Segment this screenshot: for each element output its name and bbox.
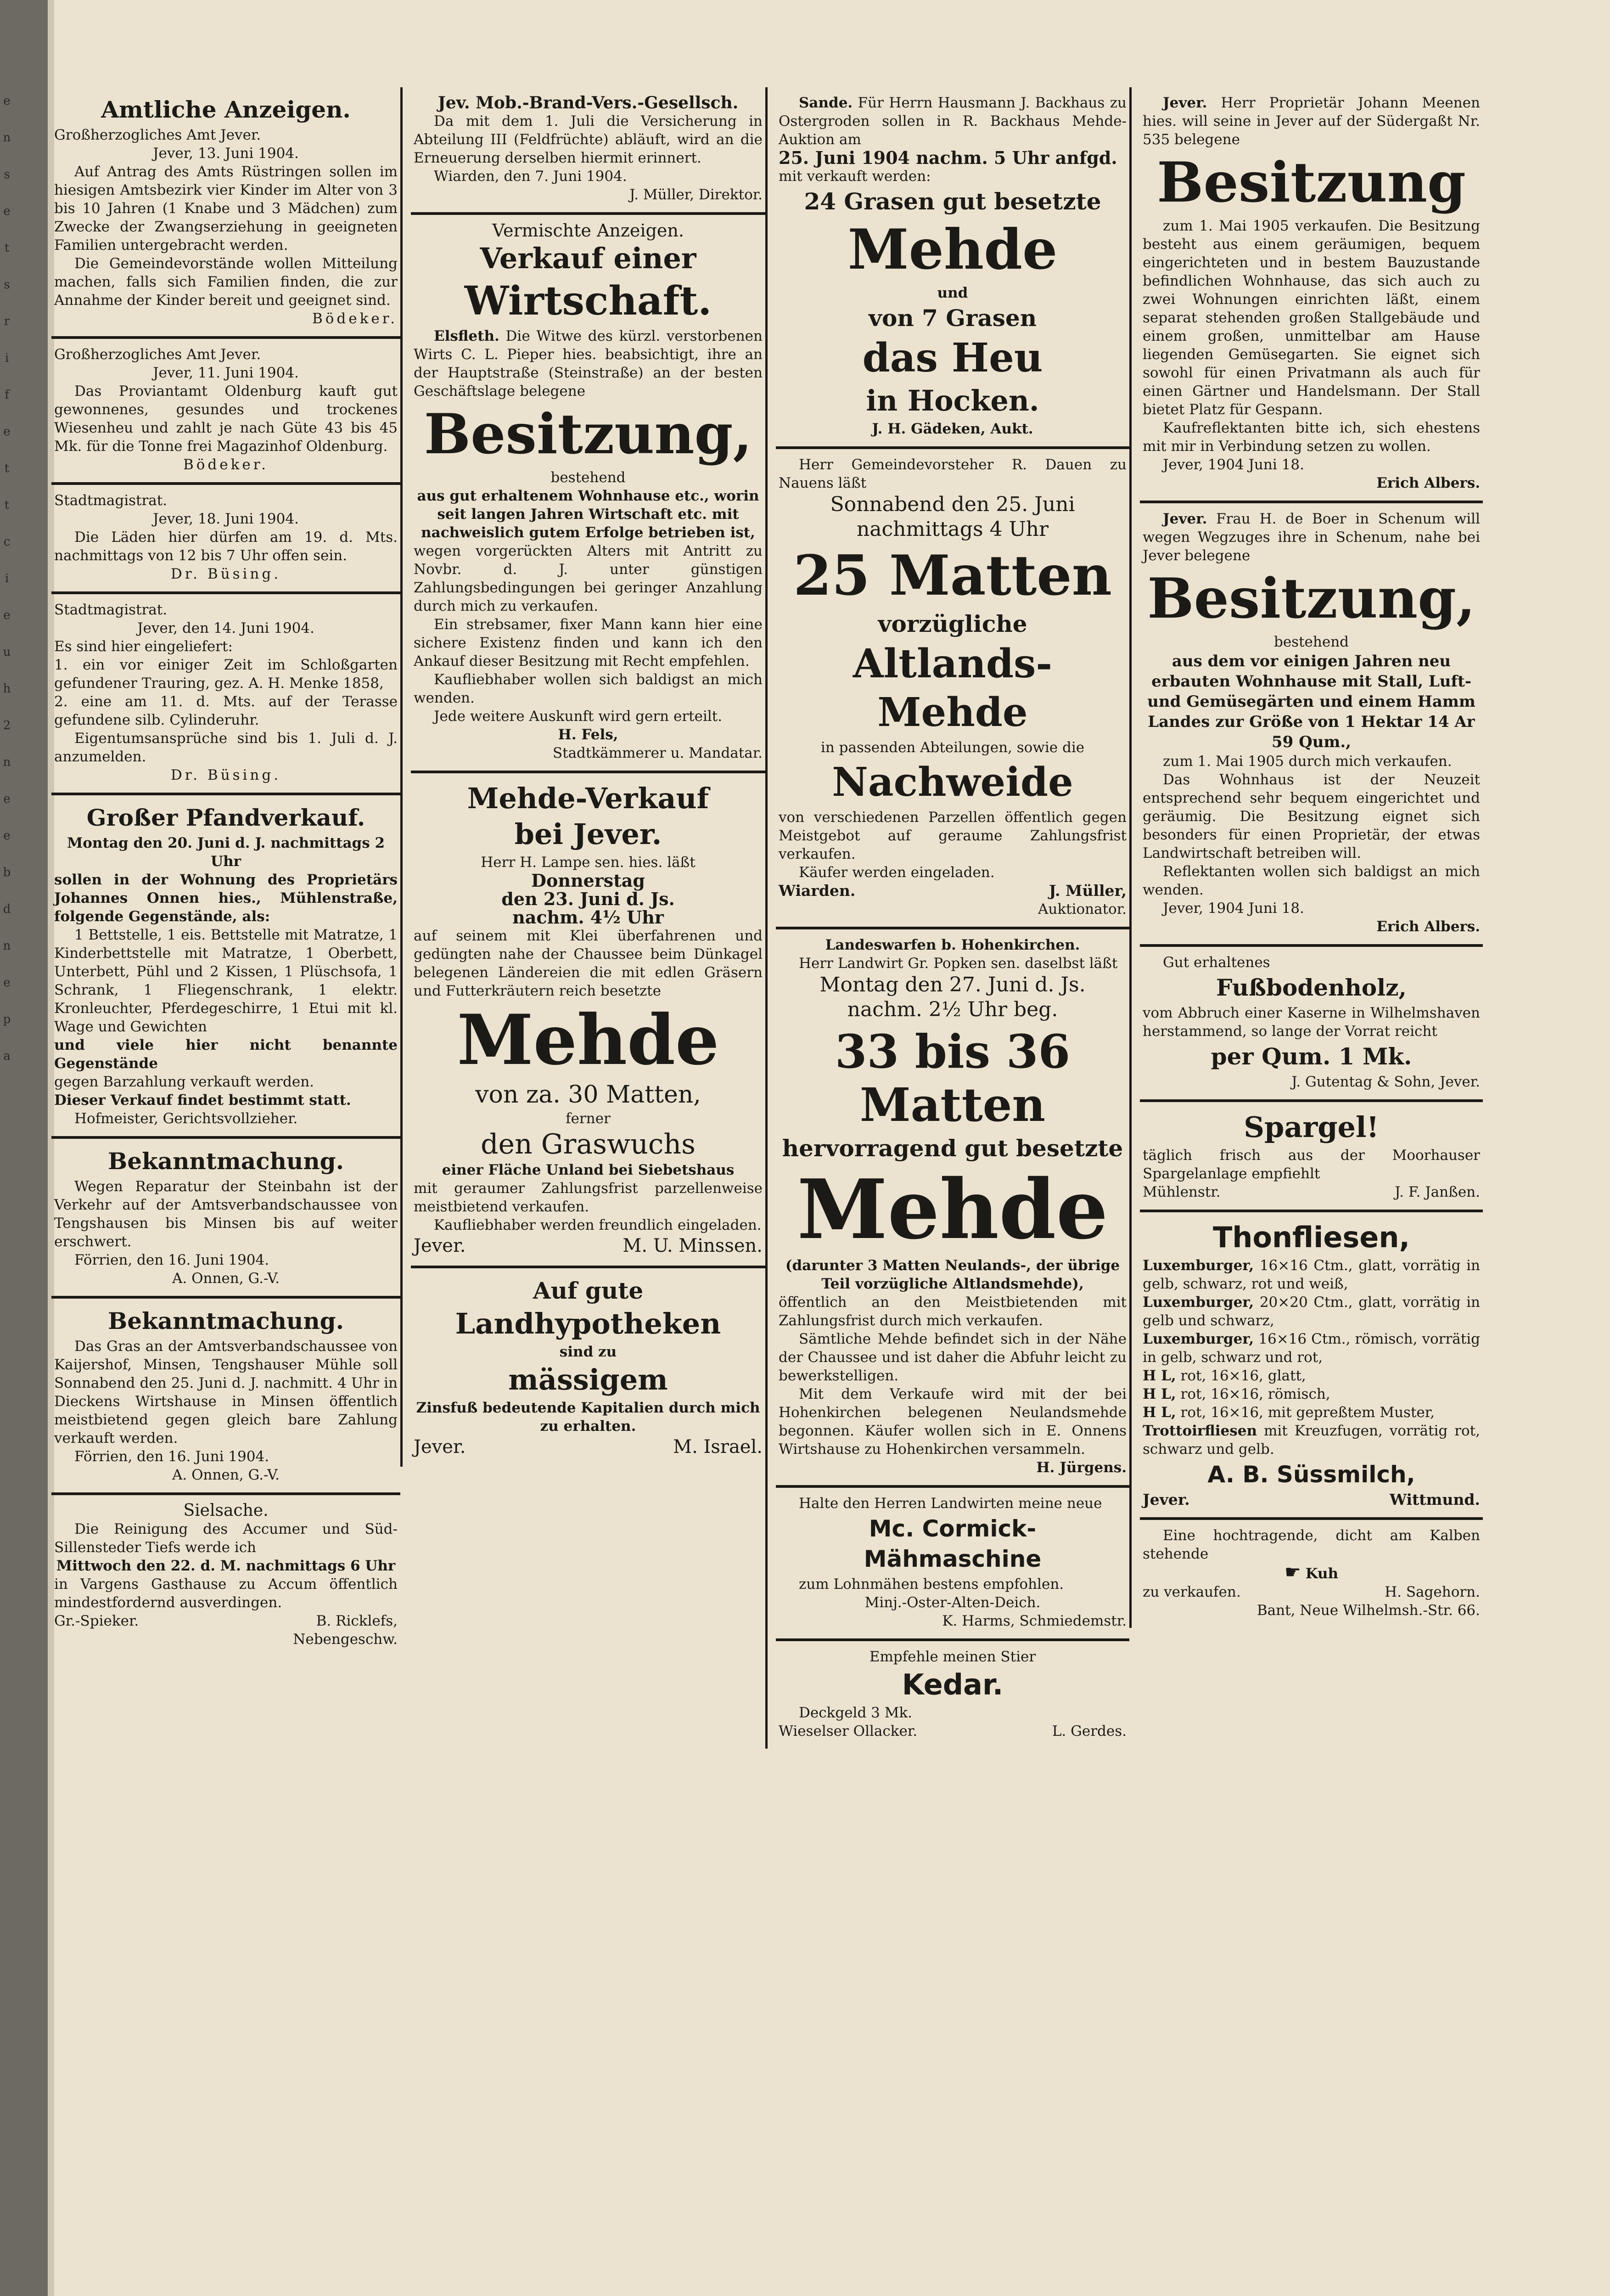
margin-letter: b: [3, 866, 11, 879]
margin-letter: e: [3, 94, 11, 108]
pointing-hand-icon: ☛: [1284, 1562, 1301, 1583]
margin-letter: d: [3, 902, 11, 916]
ad-heading: Bekanntmachung.: [107, 1307, 344, 1334]
column-1: [51, 87, 400, 1657]
margin-letter: n: [3, 131, 11, 145]
margin-letter: s: [4, 278, 10, 292]
margin-letter: t: [4, 461, 10, 475]
margin-letter: e: [3, 204, 11, 218]
margin-letter: e: [3, 976, 11, 990]
spargel-ad: Spargel! täglich frisch aus der Moorhauser Spargelanlage empfiehlt Mühlenstr. J. F. Janßen.: [1140, 1102, 1483, 1212]
margin-letter: e: [3, 608, 11, 622]
column-3: [765, 87, 1129, 1749]
margin-letter: t: [4, 241, 10, 255]
margin-letter: a: [3, 1049, 11, 1063]
margin-letter: r: [4, 315, 10, 328]
pfandverkauf-ad: Großer Pfandverkauf. Montag den 20. Juni d. J. nachmittags 2 Uhr sollen in der Wohnung des Proprietärs Johannes Onnen hies., Mühlenstraße, folgende Gegenstände, als: 1 Bettstelle, 1 eis. Bettstelle mit Matratze, 1 Kinderbettstelle mit Matratze, 1 Oberbett, Unterbett, Pühl und 2 Kissen, 1 Plüschsofa, 1 Schrank, 1 Fliegenschrank, 1 elektr. Kronleuchter, Pferdegeschirre, 1 Etui mit kl. Wage und Gewichten und viele hier nicht benannte Gegenstände gegen Barzahlung verkauft werden. Dieser Verkauf findet bestimmt statt. Hofmeister, Gerichtsvollzieher.: [51, 795, 400, 1139]
meenen-besitzung-ad: Jever. Herr Proprietär Johann Meenen hies. will seine in Jever auf der Südergaßt Nr. 535 belegene Besitzung zum 1. Mai 1905 verkaufen. Die Besitzung besteht aus einem geräumigen, bequem eingerichteten und in bestem Bauzustande befindlichen Wohnhause, das sich auch zu zwei Wohnungen einrichten läßt, einem separat stehenden großen Stallgebäude und einem großen, unmittelbar am Hause liegenden Gemüsegarten. Sie eignet sich sowohl für einen Privatmann als auch für einen Gärtner und Handelsmann. Der Stall bietet Platz für Gespann. Kaufreflektanten bitte ich, sich ehestens mit mir in Verbindung setzen zu wollen. Jever, 1904 Juni 18. Erich Albers.: [1140, 87, 1483, 503]
sande-mehde-ad: Sande. Für Herrn Hausmann J. Backhaus zu Ostergroden sollen in R. Backhaus Mehde-Auktion am 25. Juni 1904 nachm. 5 Uhr anfgd. mit verkauft werden: 24 Grasen gut besetzte Mehde und von 7 Grasen das Heu in Hocken. J. H. Gädeken, Aukt.: [776, 87, 1129, 449]
sielsache-ad: Sielsache. Die Reinigung des Accumer und Süd-Sillensteder Tiefs werde ich Mittwoch den 22. d. M. nachmittags 6 Uhr in Vargens Gasthause zu Accum öffentlich mindestfordernd ausverdingen. Gr.-Spieker. B. Ricklefs, Nebengeschw.: [54, 1501, 398, 1648]
margin-letter: e: [3, 792, 11, 806]
stier-ad: Empfehle meinen Stier Kedar. Deckgeld 3 Mk. Wieselser Ollacker. L. Gerdes.: [779, 1649, 1127, 1739]
amtliche-anzeigen: Amtliche Anzeigen. Großherzogliches Amt Jever. Jever, 13. Juni 1904. Auf Antrag des Amts Rüstringen sollen im hiesigen Amtsbezirk vier Kinder im Alter von 3 bis 10 Jahren (1 Knabe und 3 Mädchen) zum Zwecke der Zwangserziehung in geeigneten Familien untergebracht werden. Die Gemeindevorstände wollen Mitteilung machen, falls sich Familien finden, die zur Annahme der Kinder bereit und geeignet sind. Bödeker.: [51, 87, 400, 339]
matten-ad: Herr Gemeindevorsteher R. Dauen zu Nauens läßt Sonnabend den 25. Juni nachmittags 4 Uhr 25 Matten vorzügliche Altlands- Mehde in passenden Abteilungen, sowie die Nachweide von verschiedenen Parzellen öffentlich gegen Meistgebot auf geraume Zahlungsfrist verkaufen. Käufer werden eingeladen. Wiarden. J. Müller, Auktionator.: [776, 449, 1129, 929]
brandversicherung-ad: Jev. Mob.-Brand-Vers.-Gesellsch. Da mit dem 1. Juli die Versicherung in Abteilung III (Feldfrüchte) abläuft, wird an die Erneuerung derselben hiermit erinnert. Wiarden, den 7. Juni 1904. J. Müller, Direktor.: [411, 87, 765, 215]
column-4: [1129, 87, 1483, 1628]
thonfliesen-ad: Thonfliesen, Luxemburger, 16×16 Ctm., glatt, vorrätig in gelb, schwarz, rot und weiß, Luxemburger, 20×20 Ctm., glatt, vorrätig in gelb und schwarz, Luxemburger, 16×16 Ctm., römisch, vorrätig in gelb, schwarz und rot, H L, rot, 16×16, glatt, H L, rot, 16×16, römisch, H L, rot, 16×16, mit gepreßtem Muster, Trottoirfliesen mit Kreuzfugen, vorrätig rot, schwarz und gelb. A. B. Süssmilch, Jever. Wittmund.: [1140, 1212, 1483, 1520]
margin-letter: c: [3, 535, 11, 549]
margin-letter: f: [5, 388, 9, 402]
bekanntmachung-gras: Bekanntmachung. Das Gras an der Amtsverbandschaussee von Kaijershof, Minsen, Tengshauser Mühle soll Sonnabend den 25. Juni d. J. nachmitt. 4 Uhr in Dieckens Wirtshause in Minsen öffentlich meistbietend gegen gleich bare Zahlung verkauft werden. Förrien, den 16. Juni 1904. A. Onnen, G.-V.: [51, 1299, 400, 1495]
margin-letter: p: [3, 1013, 11, 1026]
ad-heading: Großer Pfandverkauf.: [86, 804, 365, 831]
margin-letter: h: [3, 682, 11, 696]
margin-letter: 2: [3, 719, 11, 732]
bekanntmachung-steinbahn: Bekanntmachung. Wegen Reparatur der Steinbahn ist der Verkehr auf der Amtsverbandschaussee von Tengshausen bis Minsen bis auf weiter erschwert. Förrien, den 16. Juni 1904. A. Onnen, G.-V.: [51, 1139, 400, 1299]
ad-heading: Bekanntmachung.: [107, 1148, 344, 1175]
section-heading: Amtliche Anzeigen.: [101, 96, 351, 123]
column-2: [400, 87, 765, 1467]
fussbodenholz-ad: Gut erhaltenes Fußbodenholz, vom Abbruch einer Kaserne in Wilhelmshaven herstammend, so lange der Vorrat reicht per Qum. 1 Mk. J. Gutentag & Sohn, Jever.: [1140, 947, 1483, 1102]
cormick-ad: Halte den Herren Landwirten meine neue Mc. Cormick- Mähmaschine zum Lohnmähen bestens empfohlen. Minj.-Oster-Alten-Deich. K. Harms, Schmiedemstr.: [776, 1488, 1129, 1641]
notice-proviantamt: Großherzogliches Amt Jever. Jever, 11. Juni 1904. Das Proviantamt Oldenburg kauft gut gewonnenes, gesundes und trockenes Wiesenheu und zahlt je nach Güte 43 bis 45 Mk. für die Tonne frei Magazinhof Oldenburg. Bödeker.: [51, 339, 400, 485]
margin-letter: i: [5, 572, 9, 585]
margin-letter: t: [4, 498, 10, 512]
margin-letter: e: [3, 425, 11, 439]
margin-letter: s: [4, 168, 10, 181]
margin-letters: [0, 83, 14, 1075]
notice-laeden: Stadtmagistrat. Jever, 18. Juni 1904. Die Läden hier dürfen am 19. d. Mts. nachmittags von 12 bis 7 Uhr offen sein. Dr. Büsing.: [51, 485, 400, 594]
landhypotheken-ad: Auf gute Landhypotheken sind zu mässigem Zinsfuß bedeutende Kapitalien durch mich zu erhalten. Jever. M. Israel.: [414, 1277, 763, 1458]
margin-letter: n: [3, 939, 11, 953]
margin-letter: u: [3, 645, 11, 659]
wirtschaft-ad: Vermischte Anzeigen. Verkauf einer Wirtschaft. Elsfleth. Die Witwe des kürzl. verstorbenen Wirts C. L. Pieper hies. beabsichtigt, ihre an der Hauptstraße (Steinstraße) an der besten Geschäftslage belegene Besitzung, bestehend aus gut erhaltenem Wohnhause etc., worin seit langen Jahren Wirtschaft etc. mit nachweislich gutem Erfolge betrieben ist, wegen vorgerückten Alters mit Antritt zu Novbr. d. J. unter günstigen Zahlungsbedingungen bei geringer Anzahlung durch mich zu verkaufen. Ein strebsamer, fixer Mann kann hier eine sichere Existenz finden und kann ich den Ankauf dieser Besitzung mit Recht empfehlen. Kaufliebhaber wollen sich baldigst an mich wenden. Jede weitere Auskunft wird gern erteilt. H. Fels, Stadtkämmerer u. Mandatar.: [411, 215, 765, 773]
margin-letter: n: [3, 755, 11, 769]
margin-letter: e: [3, 829, 11, 843]
margin-letter: i: [5, 351, 9, 365]
deboer-besitzung-ad: Jever. Frau H. de Boer in Schenum will wegen Wegzuges ihre in Schenum, nahe bei Jever belegene Besitzung, bestehend aus dem vor einigen Jahren neu erbauten Wohnhause mit Stall, Luft- und Gemüsegärten und einem Hamm Landes zur Größe von 1 Hektar 14 Ar 59 Qum., zum 1. Mai 1905 durch mich verkaufen. Das Wohnhaus ist der Neuzeit entsprechend sehr bequem eingerichtet und geräumig. Die Besitzung eignet sich besonders für einen Proprietär, der etwas Landwirtschaft betreiben will. Reflektanten wollen sich baldigst an mich wenden. Jever, 1904 Juni 18. Erich Albers.: [1140, 503, 1483, 947]
notice-fundsachen: Stadtmagistrat. Jever, den 14. Juni 1904. Es sind hier eingeliefert: 1. ein vor einiger Zeit im Schloßgarten gefundener Trauring, gez. A. H. Menke 1858, 2. eine am 11. d. Mts. auf der Terasse gefundene silb. Cylinderuhr. Eigentumsansprüche sind bis 1. Juli d. J. anzumelden. Dr. Büsing.: [51, 594, 400, 795]
mehde-verkauf-ad: Mehde-Verkauf bei Jever. Herr H. Lampe sen. hies. läßt Donnerstag den 23. Juni d. Js. nachm. 4½ Uhr auf seinem mit Klei überfahrenen und gedüngten nahe der Chaussee beim Dünkagel belegenen Ländereien die mit edlen Gräsern und Futterkräutern reich besetzte Mehde von za. 30 Matten, ferner den Graswuchs einer Fläche Unland bei Siebetshaus mit geraumer Zahlungsfrist parzellenweise meistbietend verkaufen. Kaufliebhaber werden freundlich eingeladen. Jever. M. U. Minssen.: [411, 773, 765, 1268]
landeswarfen-ad: Landeswarfen b. Hohenkirchen. Herr Landwirt Gr. Popken sen. daselbst läßt Montag den 27. Juni d. Js. nachm. 2½ Uhr beg. 33 bis 36 Matten hervorragend gut besetzte Mehde (darunter 3 Matten Neulands-, der übrige Teil vorzügliche Altlandsmehde), öffentlich an den Meistbietenden mit Zahlungsfrist durch mich verkaufen. Sämtliche Mehde befindet sich in der Nähe der Chaussee und ist daher die Abfuhr leicht zu bewerkstelligen. Mit dem Verkaufe wird mit der bei Hohenkirchen belegenen Neulandsmehde begonnen. Käufer wollen sich in E. Onnens Wirtshause zu Hohenkirchen versammeln. H. Jürgens.: [776, 929, 1129, 1488]
kuh-ad: Eine hochtragende, dicht am Kalben stehende ☛ Kuh zu verkaufen. H. Sagehorn. Bant, Neue Wilhelmsh.-Str. 66.: [1143, 1527, 1480, 1619]
